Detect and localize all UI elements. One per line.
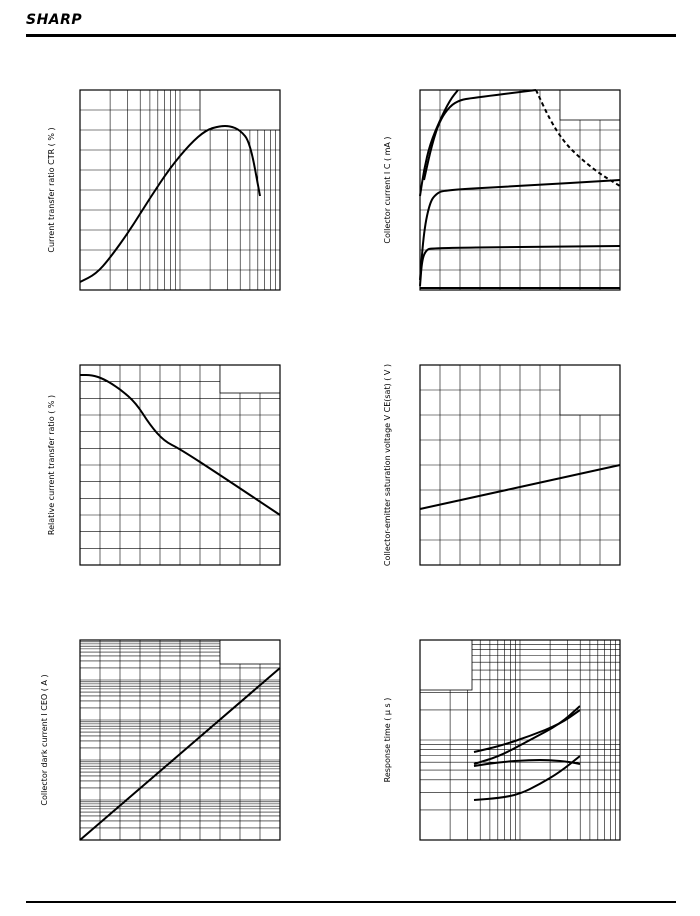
grid-rel_ctr: [80, 365, 280, 565]
series-line-1: [80, 126, 260, 282]
y-axis-label: Collector current I C ( mA ): [383, 136, 392, 244]
y-axis-label: Current transfer ratio CTR ( % ): [47, 127, 56, 253]
y-axis-label: Collector dark current I CEO ( A ): [40, 674, 49, 806]
sharp-logo: SHARP: [26, 12, 83, 28]
condition-box: [220, 640, 280, 664]
chart-rel_ctr: [47, 365, 280, 565]
condition-box: [200, 90, 280, 130]
y-axis-label: Response time ( μ s ): [383, 697, 392, 783]
y-axis-label: Relative current transfer ratio ( % ): [47, 394, 56, 536]
condition-box: [560, 90, 620, 120]
chart-iceo: [40, 640, 280, 840]
condition-box: [420, 640, 472, 690]
condition-box: [220, 365, 280, 393]
y-axis-label: Collector-emitter saturation voltage V CE(sat) ( V ): [383, 363, 392, 567]
chart-ctr: [47, 90, 280, 290]
condition-box: [560, 365, 620, 415]
chart-ic: [383, 90, 620, 290]
chart-vce_sat: [383, 364, 620, 566]
grid-iceo: [80, 640, 280, 840]
chart-response_time: [383, 640, 620, 840]
